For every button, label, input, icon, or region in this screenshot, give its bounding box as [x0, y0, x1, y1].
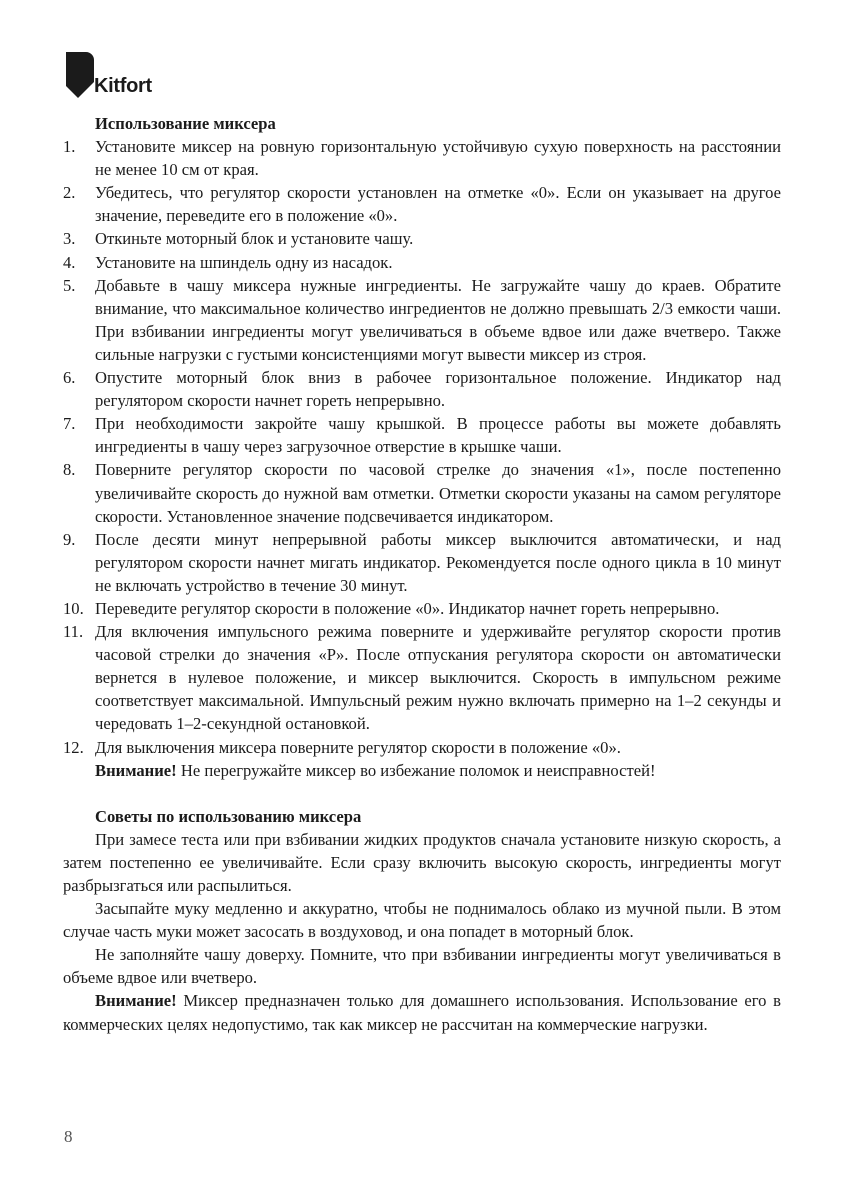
step-text: Установите миксер на ровную горизонтальную устойчивую сухую поверхность на расстоянии не менее 10 см от края. [95, 137, 781, 180]
brand-logo [66, 52, 176, 102]
tips-paragraph: Не заполняйте чашу доверху. Помните, что при взбивании ингредиенты могут увеличиваться в объеме вдвое или вчетверо. [63, 945, 781, 988]
tips-warning [63, 989, 781, 1035]
step-number: 11. [63, 622, 84, 642]
step-number: 4. [63, 252, 76, 272]
step-number: 6. [63, 368, 76, 388]
list-item [63, 227, 781, 250]
step-text: Для включения импульсного режима поверните и удерживайте регулятор скорости против часовой стрелки до значения «P». После отпускания регулятора скорости он автоматически вернется в нулевое положение, и миксер выключится. Скорость в импульсном режиме соответствует максимальной. Импульсный режим нужно включать примерно на 1–2 секунды и чередовать 1–2-секундной остановкой. [95, 622, 781, 734]
list-item [63, 135, 781, 181]
step-text: Переведите регулятор скорости в положение «0». Индикатор начнет гореть непрерывно. [95, 598, 720, 618]
list-item [63, 620, 781, 735]
tips-paragraph: Засыпайте муку медленно и аккуратно, чтобы не поднималось облако из мучной пыли. В этом случае часть муки может засосать в воздуховод, и она попадет в моторный блок. [63, 899, 781, 942]
step-text: Откиньте моторный блок и установите чашу. [95, 229, 414, 249]
usage-warning [63, 759, 781, 782]
warning-text: Миксер предназначен только для домашнего использования. Использование его в коммерческих целях недопустимо, так как миксер не рассчитан на коммерческие нагрузки. [63, 991, 781, 1034]
list-item [63, 251, 781, 274]
list-item [63, 736, 781, 759]
step-text: Добавьте в чашу миксера нужные ингредиенты. Не загружайте чашу до краев. Обратите внимание, что максимальное количество ингредиентов не должно превышать 2/3 емкости чаши. При взбивании ингредиенты могут увеличиваться в объеме вдвое или даже вчетверо. Также сильные нагрузки с густыми консистенциями могут вывести миксер из строя. [95, 275, 781, 364]
warning-label: Внимание! [95, 991, 177, 1011]
page-content [63, 112, 781, 1036]
section-title-tips: Советы по использованию миксера [95, 806, 362, 826]
step-text: Установите на шпиндель одну из насадок. [95, 252, 393, 272]
kitfort-logo-icon [66, 52, 94, 100]
step-number: 2. [63, 183, 76, 203]
list-item [63, 366, 781, 412]
warning-label: Внимание! [95, 760, 177, 780]
step-text: Опустите моторный блок вниз в рабочее горизонтальное положение. Индикатор над регулятором скорости начнет гореть непрерывно. [95, 368, 781, 411]
step-number: 3. [63, 229, 76, 249]
step-text: После десяти минут непрерывной работы миксер выключится автоматически, и над регулятором скорости начнет мигать индикатор. Рекомендуется после одного цикла в 10 минут не включать устройство в течение 30 минут. [95, 529, 781, 595]
step-number: 12. [63, 737, 84, 757]
list-item [63, 274, 781, 366]
list-item [63, 528, 781, 597]
brand-name: Kitfort [94, 75, 152, 97]
list-item [63, 412, 781, 458]
tips-paragraph: При замесе теста или при взбивании жидких продуктов сначала установите низкую скорость, а затем постепенно ее увеличивайте. Если сразу включить высокую скорость, ингредиенты могут разбрызгаться или распылиться. [63, 829, 781, 895]
list-item [63, 458, 781, 527]
warning-text: Не перегружайте миксер во избежание поломок и неисправностей! [176, 760, 656, 780]
step-number: 7. [63, 414, 76, 434]
step-number: 8. [63, 460, 76, 480]
step-text: Убедитесь, что регулятор скорости установлен на отметке «0». Если он указывает на другое значение, переведите его в положение «0». [95, 183, 781, 226]
step-text: При необходимости закройте чашу крышкой. В процессе работы вы можете добавлять ингредиенты в чашу через загрузочное отверстие в крышке чаши. [95, 414, 781, 457]
step-number: 10. [63, 598, 84, 618]
list-item [63, 597, 781, 620]
step-number: 5. [63, 275, 76, 295]
page-number: 8 [64, 1127, 73, 1146]
section-title-usage: Использование миксера [95, 114, 276, 133]
step-text: Поверните регулятор скорости по часовой стрелке до значения «1», после постепенно увеличивайте скорость до нужной вам отметки. Отметки скорости указаны на самом регуляторе скорости. Установленное значение подсвечивается индикатором. [95, 460, 781, 526]
list-item [63, 181, 781, 227]
step-text: Для выключения миксера поверните регулятор скорости в положение «0». [95, 737, 621, 757]
usage-steps-list [63, 135, 781, 759]
step-number: 1. [63, 137, 76, 157]
step-number: 9. [63, 529, 76, 549]
